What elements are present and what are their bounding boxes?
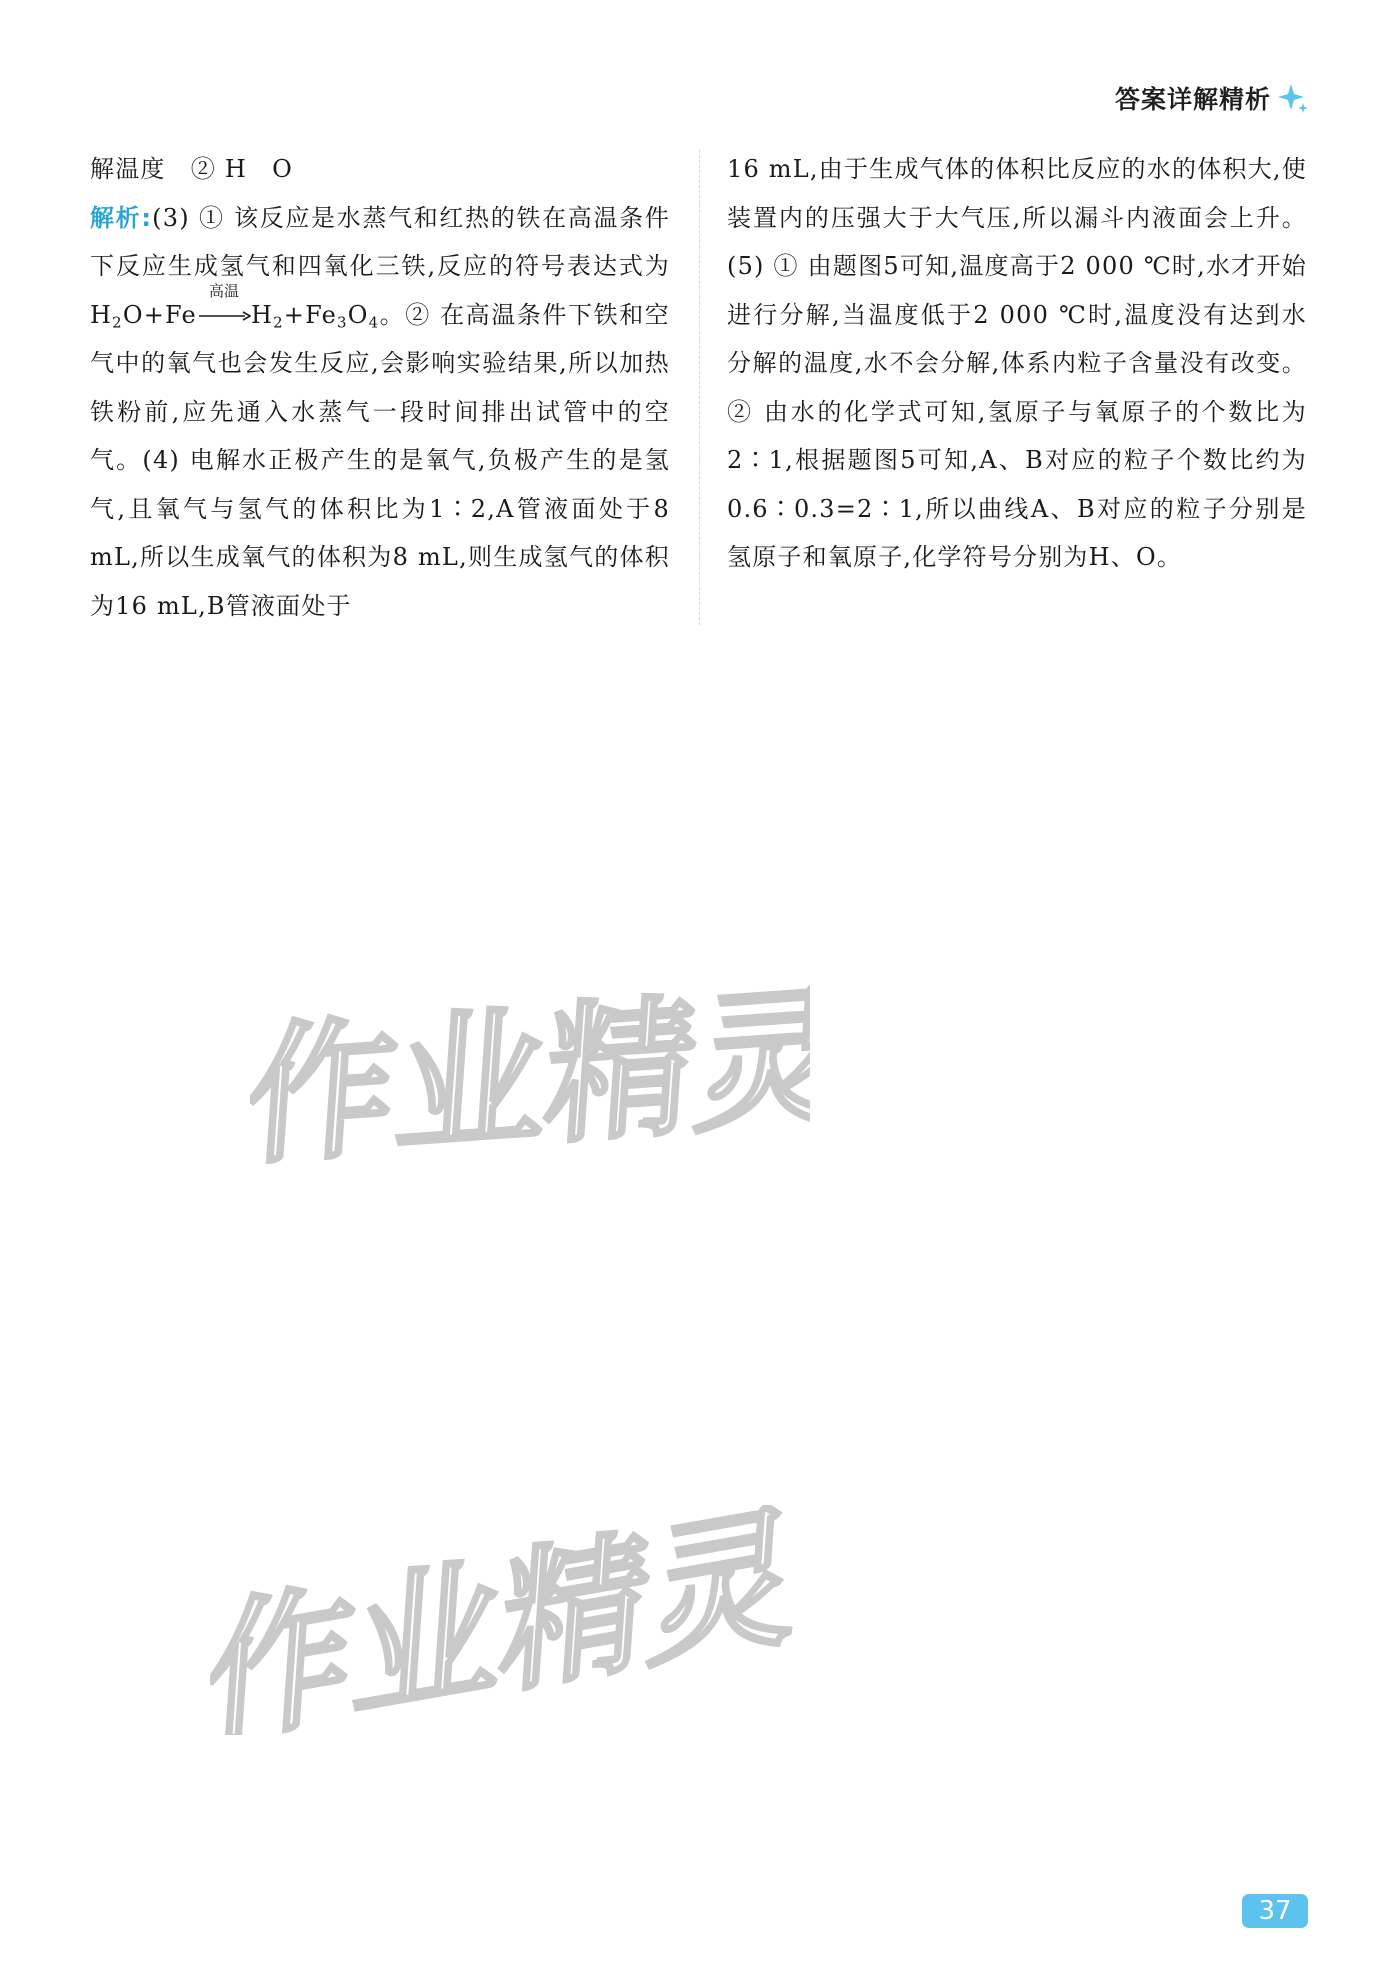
svg-text:作业精灵: 作业精灵 [250,980,810,1180]
right-paragraph: 16 mL,由于生成气体的体积比反应的水的体积大,使装置内的压强大于大气压,所以漏斗内液面会上升。(5) ① 由题图5可知,温度高于2 000 ℃时,水才开始进行分解,当温度低于2 000 ℃时,温度没有达到水分解的温度,水不会分解,体系内粒子含量没有改变。② 由水的化学式可知,氢原子与氧原子的个数比为2∶1,根据题图5可知,A、B对应的粒子个数比约为0.6∶0.3=2∶1,所以曲线A、B对应的粒子分别是氢原子和氧原子,化学符号分别为H、O。 [727,155,1307,571]
page-header [1115,80,1309,116]
reaction-condition: 高温 [208,281,239,300]
page-number: 37 [1242,1894,1308,1928]
header-title: 答案详解精析 [1114,85,1271,114]
analysis-text-2: 。② 在高温条件下铁和空气中的氧气也会发生反应,会影响实验结果,所以加热铁粉前,应先通入水蒸气一段时间排出试管中的空气。(4) 电解水正极产生的是氧气,负极产生的是氢气,且氧气与氢气的体积比为1∶2,A管液面处于8 mL,所以生成氧气的体积为8 mL,则生成氢气的体积为16 mL,B管液面处于 [90,300,670,620]
left-column [90,145,670,630]
analysis-text-1: (3) ① 该反应是水蒸气和红热的铁在高温条件下反应生成氢气和四氧化三铁,反应的符号表达式为 [90,203,670,280]
svg-text:作业精灵: 作业精灵 [210,1505,804,1735]
watermark [210,1505,830,1739]
sparkle-icon [1277,82,1309,114]
column-divider [699,150,700,625]
analysis-label: 解析: [90,203,153,232]
analysis-paragraph [90,194,670,631]
answer-line: 解温度 ② H O [90,155,294,183]
watermark [250,980,810,1184]
right-column [727,145,1307,582]
reaction-equation: $H_2O+Fe$ 高温 $H_2+Fe_3O_4$ [90,281,380,331]
reaction-arrow-icon [197,281,251,323]
